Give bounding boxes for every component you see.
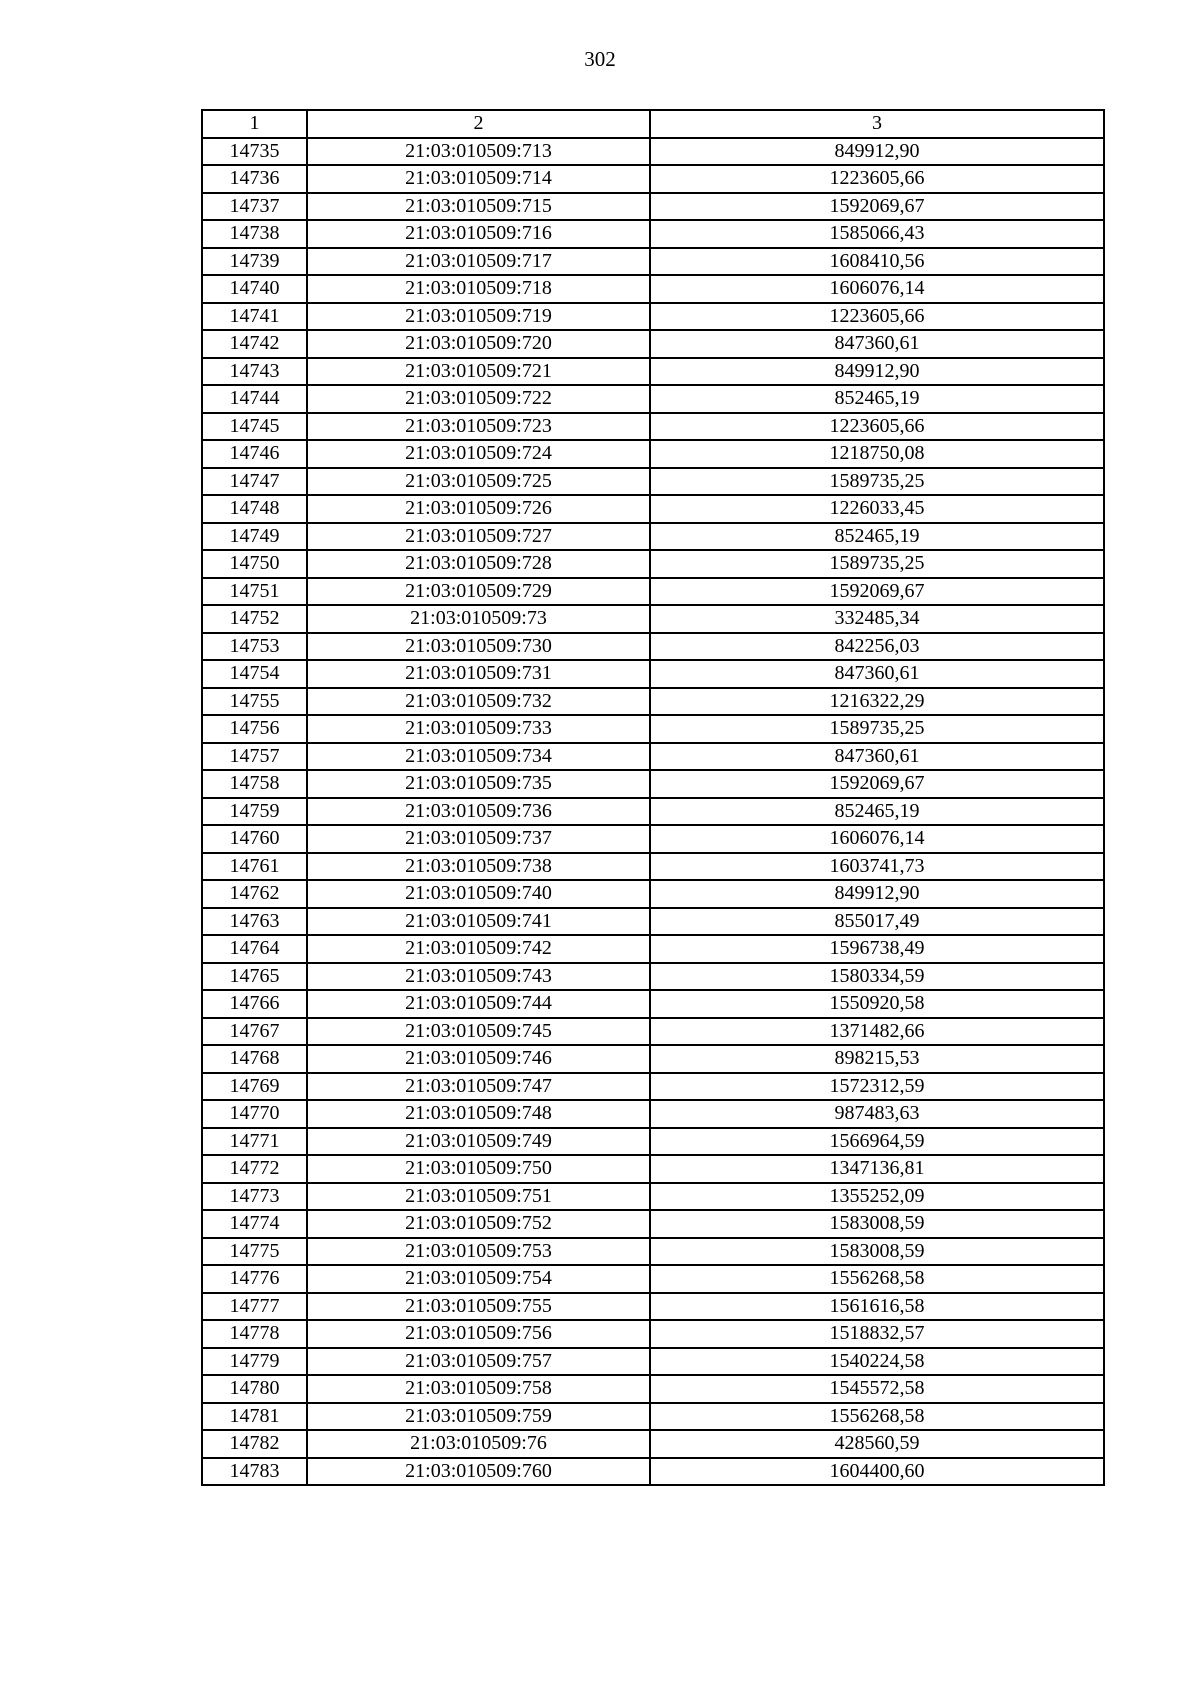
header-cell-3: 3 — [650, 110, 1104, 138]
cadastral-number-cell: 21:03:010509:731 — [307, 660, 650, 688]
row-number-cell: 14764 — [202, 935, 307, 963]
value-cell: 1223605,66 — [650, 413, 1104, 441]
table-row — [202, 770, 1104, 798]
row-number-cell: 14758 — [202, 770, 307, 798]
value-cell: 849912,90 — [650, 880, 1104, 908]
cadastral-number-cell: 21:03:010509:726 — [307, 495, 650, 523]
table-row — [202, 330, 1104, 358]
value-cell: 1518832,57 — [650, 1320, 1104, 1348]
cadastral-number-cell: 21:03:010509:73 — [307, 605, 650, 633]
row-number-cell: 14743 — [202, 358, 307, 386]
cadastral-number-cell: 21:03:010509:747 — [307, 1073, 650, 1101]
table-row — [202, 798, 1104, 826]
value-cell: 849912,90 — [650, 358, 1104, 386]
cadastral-number-cell: 21:03:010509:753 — [307, 1238, 650, 1266]
row-number-cell: 14736 — [202, 165, 307, 193]
row-number-cell: 14776 — [202, 1265, 307, 1293]
value-cell: 1592069,67 — [650, 578, 1104, 606]
cadastral-number-cell: 21:03:010509:741 — [307, 908, 650, 936]
table-row — [202, 1018, 1104, 1046]
table-row — [202, 358, 1104, 386]
table-row — [202, 523, 1104, 551]
value-cell: 1583008,59 — [650, 1238, 1104, 1266]
cadastral-number-cell: 21:03:010509:717 — [307, 248, 650, 276]
value-cell: 1589735,25 — [650, 550, 1104, 578]
cadastral-number-cell: 21:03:010509:743 — [307, 963, 650, 991]
header-cell-2: 2 — [307, 110, 650, 138]
table-row — [202, 1100, 1104, 1128]
value-cell: 847360,61 — [650, 660, 1104, 688]
row-number-cell: 14775 — [202, 1238, 307, 1266]
table-row — [202, 825, 1104, 853]
cadastral-number-cell: 21:03:010509:752 — [307, 1210, 650, 1238]
cadastral-number-cell: 21:03:010509:760 — [307, 1458, 650, 1486]
table-row — [202, 165, 1104, 193]
header-cell-1: 1 — [202, 110, 307, 138]
value-cell: 852465,19 — [650, 523, 1104, 551]
row-number-cell: 14774 — [202, 1210, 307, 1238]
value-cell: 847360,61 — [650, 743, 1104, 771]
value-cell: 1606076,14 — [650, 825, 1104, 853]
row-number-cell: 14759 — [202, 798, 307, 826]
value-cell: 1371482,66 — [650, 1018, 1104, 1046]
table-row — [202, 990, 1104, 1018]
row-number-cell: 14742 — [202, 330, 307, 358]
cadastral-number-cell: 21:03:010509:751 — [307, 1183, 650, 1211]
value-cell: 1556268,58 — [650, 1265, 1104, 1293]
value-cell: 987483,63 — [650, 1100, 1104, 1128]
table-row — [202, 495, 1104, 523]
value-cell: 852465,19 — [650, 385, 1104, 413]
value-cell: 855017,49 — [650, 908, 1104, 936]
cadastral-number-cell: 21:03:010509:756 — [307, 1320, 650, 1348]
cadastral-number-cell: 21:03:010509:714 — [307, 165, 650, 193]
value-cell: 1216322,29 — [650, 688, 1104, 716]
header-row — [202, 110, 1104, 138]
table-row — [202, 413, 1104, 441]
row-number-cell: 14748 — [202, 495, 307, 523]
value-cell: 1592069,67 — [650, 193, 1104, 221]
table-row — [202, 193, 1104, 221]
cadastral-number-cell: 21:03:010509:759 — [307, 1403, 650, 1431]
row-number-cell: 14751 — [202, 578, 307, 606]
table-row — [202, 1265, 1104, 1293]
table-row — [202, 1155, 1104, 1183]
cadastral-number-cell: 21:03:010509:718 — [307, 275, 650, 303]
row-number-cell: 14771 — [202, 1128, 307, 1156]
row-number-cell: 14740 — [202, 275, 307, 303]
cadastral-number-cell: 21:03:010509:730 — [307, 633, 650, 661]
row-number-cell: 14749 — [202, 523, 307, 551]
table-row — [202, 1128, 1104, 1156]
cadastral-number-cell: 21:03:010509:750 — [307, 1155, 650, 1183]
cadastral-number-cell: 21:03:010509:745 — [307, 1018, 650, 1046]
table-row — [202, 1458, 1104, 1486]
cadastral-number-cell: 21:03:010509:723 — [307, 413, 650, 441]
value-cell: 1550920,58 — [650, 990, 1104, 1018]
row-number-cell: 14765 — [202, 963, 307, 991]
table-row — [202, 743, 1104, 771]
table-row — [202, 550, 1104, 578]
cadastral-number-cell: 21:03:010509:728 — [307, 550, 650, 578]
value-cell: 1608410,56 — [650, 248, 1104, 276]
row-number-cell: 14783 — [202, 1458, 307, 1486]
value-cell: 842256,03 — [650, 633, 1104, 661]
table-row — [202, 1375, 1104, 1403]
value-cell: 1603741,73 — [650, 853, 1104, 881]
row-number-cell: 14739 — [202, 248, 307, 276]
cadastral-number-cell: 21:03:010509:76 — [307, 1430, 650, 1458]
cadastral-number-cell: 21:03:010509:755 — [307, 1293, 650, 1321]
table-row — [202, 605, 1104, 633]
value-cell: 847360,61 — [650, 330, 1104, 358]
row-number-cell: 14782 — [202, 1430, 307, 1458]
table-body — [202, 110, 1104, 1485]
table-row — [202, 963, 1104, 991]
row-number-cell: 14769 — [202, 1073, 307, 1101]
value-cell: 1556268,58 — [650, 1403, 1104, 1431]
cadastral-number-cell: 21:03:010509:749 — [307, 1128, 650, 1156]
table-row — [202, 578, 1104, 606]
table-row — [202, 1348, 1104, 1376]
table-row — [202, 908, 1104, 936]
table-row — [202, 1403, 1104, 1431]
table-row — [202, 468, 1104, 496]
value-cell: 1218750,08 — [650, 440, 1104, 468]
row-number-cell: 14735 — [202, 138, 307, 166]
row-number-cell: 14750 — [202, 550, 307, 578]
cadastral-number-cell: 21:03:010509:716 — [307, 220, 650, 248]
value-cell: 332485,34 — [650, 605, 1104, 633]
table-row — [202, 1210, 1104, 1238]
table-row — [202, 303, 1104, 331]
cadastral-number-cell: 21:03:010509:734 — [307, 743, 650, 771]
row-number-cell: 14755 — [202, 688, 307, 716]
cadastral-number-cell: 21:03:010509:744 — [307, 990, 650, 1018]
row-number-cell: 14754 — [202, 660, 307, 688]
table-row — [202, 633, 1104, 661]
cadastral-number-cell: 21:03:010509:748 — [307, 1100, 650, 1128]
table-row — [202, 1430, 1104, 1458]
row-number-cell: 14747 — [202, 468, 307, 496]
table-row — [202, 688, 1104, 716]
value-cell: 1580334,59 — [650, 963, 1104, 991]
cadastral-number-cell: 21:03:010509:742 — [307, 935, 650, 963]
row-number-cell: 14770 — [202, 1100, 307, 1128]
row-number-cell: 14746 — [202, 440, 307, 468]
table-row — [202, 275, 1104, 303]
value-cell: 1604400,60 — [650, 1458, 1104, 1486]
value-cell: 1347136,81 — [650, 1155, 1104, 1183]
cadastral-number-cell: 21:03:010509:740 — [307, 880, 650, 908]
value-cell: 1592069,67 — [650, 770, 1104, 798]
cadastral-number-cell: 21:03:010509:724 — [307, 440, 650, 468]
value-cell: 1540224,58 — [650, 1348, 1104, 1376]
row-number-cell: 14738 — [202, 220, 307, 248]
row-number-cell: 14756 — [202, 715, 307, 743]
table-row — [202, 138, 1104, 166]
cadastral-number-cell: 21:03:010509:729 — [307, 578, 650, 606]
row-number-cell: 14779 — [202, 1348, 307, 1376]
table-row — [202, 1293, 1104, 1321]
cadastral-number-cell: 21:03:010509:721 — [307, 358, 650, 386]
page-number: 302 — [584, 47, 616, 71]
value-cell: 898215,53 — [650, 1045, 1104, 1073]
cadastral-number-cell: 21:03:010509:746 — [307, 1045, 650, 1073]
table-row — [202, 385, 1104, 413]
value-cell: 1223605,66 — [650, 303, 1104, 331]
row-number-cell: 14767 — [202, 1018, 307, 1046]
row-number-cell: 14772 — [202, 1155, 307, 1183]
data-table — [201, 109, 1105, 1486]
row-number-cell: 14744 — [202, 385, 307, 413]
table-row — [202, 220, 1104, 248]
row-number-cell: 14768 — [202, 1045, 307, 1073]
table-row — [202, 1320, 1104, 1348]
table-row — [202, 853, 1104, 881]
value-cell: 1566964,59 — [650, 1128, 1104, 1156]
cadastral-number-cell: 21:03:010509:735 — [307, 770, 650, 798]
value-cell: 1561616,58 — [650, 1293, 1104, 1321]
cadastral-number-cell: 21:03:010509:737 — [307, 825, 650, 853]
value-cell: 1606076,14 — [650, 275, 1104, 303]
cadastral-number-cell: 21:03:010509:719 — [307, 303, 650, 331]
value-cell: 852465,19 — [650, 798, 1104, 826]
value-cell: 1226033,45 — [650, 495, 1104, 523]
cadastral-number-cell: 21:03:010509:758 — [307, 1375, 650, 1403]
row-number-cell: 14761 — [202, 853, 307, 881]
cadastral-number-cell: 21:03:010509:757 — [307, 1348, 650, 1376]
value-cell: 1596738,49 — [650, 935, 1104, 963]
table-row — [202, 715, 1104, 743]
value-cell: 1583008,59 — [650, 1210, 1104, 1238]
row-number-cell: 14737 — [202, 193, 307, 221]
row-number-cell: 14752 — [202, 605, 307, 633]
value-cell: 1589735,25 — [650, 715, 1104, 743]
value-cell: 1585066,43 — [650, 220, 1104, 248]
table-row — [202, 1073, 1104, 1101]
row-number-cell: 14741 — [202, 303, 307, 331]
row-number-cell: 14777 — [202, 1293, 307, 1321]
cadastral-number-cell: 21:03:010509:754 — [307, 1265, 650, 1293]
value-cell: 1572312,59 — [650, 1073, 1104, 1101]
row-number-cell: 14766 — [202, 990, 307, 1018]
cadastral-number-cell: 21:03:010509:736 — [307, 798, 650, 826]
table-row — [202, 935, 1104, 963]
cadastral-number-cell: 21:03:010509:725 — [307, 468, 650, 496]
table-row — [202, 880, 1104, 908]
row-number-cell: 14780 — [202, 1375, 307, 1403]
cadastral-number-cell: 21:03:010509:713 — [307, 138, 650, 166]
row-number-cell: 14760 — [202, 825, 307, 853]
row-number-cell: 14773 — [202, 1183, 307, 1211]
table-row — [202, 1183, 1104, 1211]
cadastral-number-cell: 21:03:010509:733 — [307, 715, 650, 743]
value-cell: 1355252,09 — [650, 1183, 1104, 1211]
cadastral-number-cell: 21:03:010509:720 — [307, 330, 650, 358]
row-number-cell: 14778 — [202, 1320, 307, 1348]
cadastral-number-cell: 21:03:010509:722 — [307, 385, 650, 413]
cadastral-number-cell: 21:03:010509:732 — [307, 688, 650, 716]
row-number-cell: 14763 — [202, 908, 307, 936]
table-row — [202, 1238, 1104, 1266]
cadastral-number-cell: 21:03:010509:738 — [307, 853, 650, 881]
cadastral-number-cell: 21:03:010509:715 — [307, 193, 650, 221]
value-cell: 428560,59 — [650, 1430, 1104, 1458]
table-row — [202, 248, 1104, 276]
row-number-cell: 14745 — [202, 413, 307, 441]
table-row — [202, 440, 1104, 468]
value-cell: 1589735,25 — [650, 468, 1104, 496]
value-cell: 849912,90 — [650, 138, 1104, 166]
row-number-cell: 14781 — [202, 1403, 307, 1431]
row-number-cell: 14757 — [202, 743, 307, 771]
cadastral-number-cell: 21:03:010509:727 — [307, 523, 650, 551]
value-cell: 1545572,58 — [650, 1375, 1104, 1403]
row-number-cell: 14762 — [202, 880, 307, 908]
table-row — [202, 660, 1104, 688]
row-number-cell: 14753 — [202, 633, 307, 661]
table-row — [202, 1045, 1104, 1073]
value-cell: 1223605,66 — [650, 165, 1104, 193]
